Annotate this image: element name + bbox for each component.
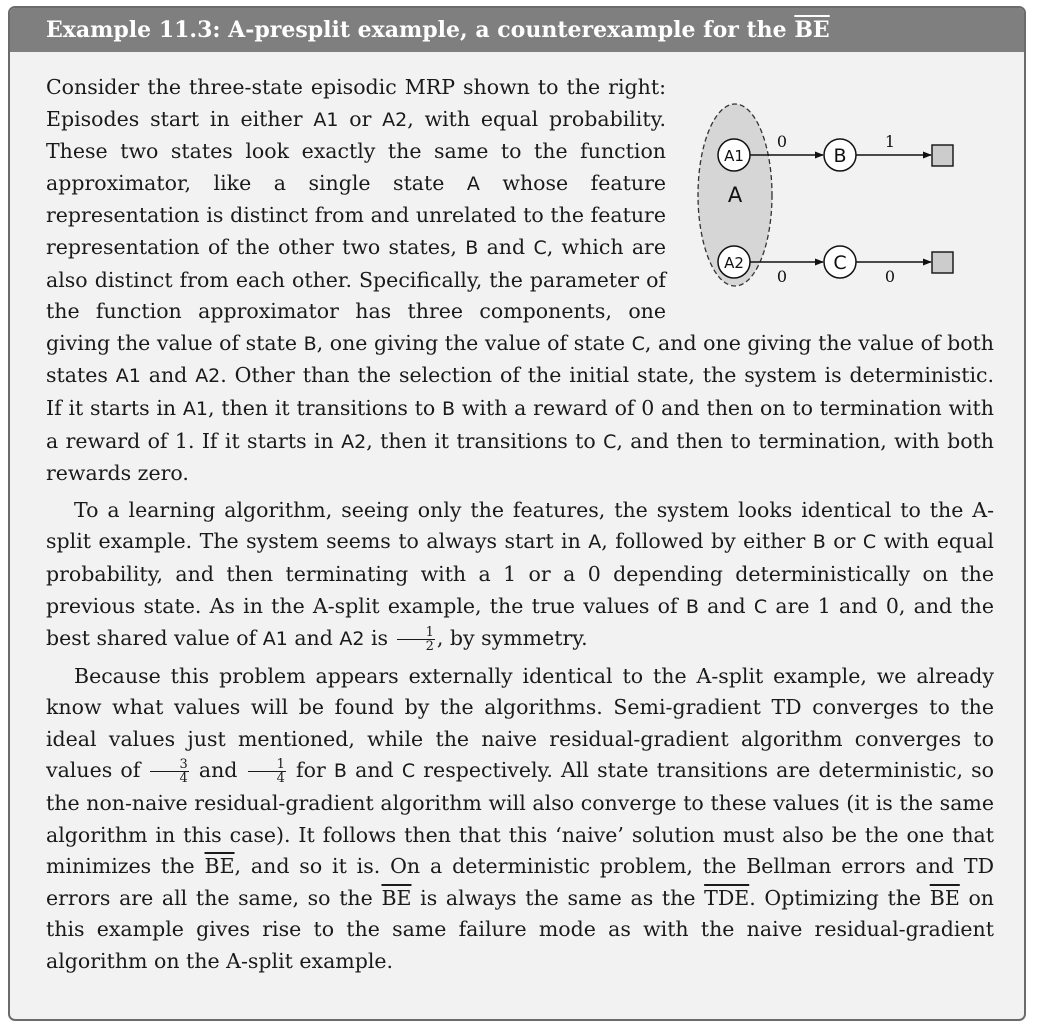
fraction-numerator: 3 bbox=[150, 758, 188, 772]
fraction-numerator: 1 bbox=[248, 758, 286, 772]
mrp-diagram bbox=[678, 72, 994, 310]
text-run: for bbox=[287, 758, 334, 783]
text-run: . Other than the selection of the initial state, the system is deterministic. If it starts in bbox=[46, 363, 995, 420]
text-run: or bbox=[338, 106, 383, 131]
text-run: is always the same as the bbox=[411, 885, 705, 910]
state-ref: A1 bbox=[262, 628, 288, 651]
mrp-figure bbox=[678, 72, 994, 310]
state-ref: C bbox=[533, 236, 547, 259]
text-run: , one giving the value of state bbox=[316, 330, 632, 355]
state-ref: A2 bbox=[339, 628, 365, 651]
state-ref: A1 bbox=[115, 365, 141, 388]
text-run: , followed by either bbox=[601, 529, 813, 554]
fraction-denominator: 2 bbox=[425, 639, 434, 655]
text-run: with a reward of 0 and then on to termination with a reward of 1. If it starts in bbox=[46, 395, 994, 453]
state-ref: C bbox=[753, 595, 768, 618]
state-ref: B bbox=[465, 236, 479, 259]
text-run: on this example gives rise to the same failure mode as with the naive residual-gradient algorithm on the A-split example. bbox=[46, 885, 995, 974]
text-run: , then it transitions to bbox=[208, 395, 443, 420]
text-run: , and one giving the value of both states bbox=[46, 330, 994, 388]
state-c-label: C bbox=[833, 252, 847, 274]
fraction-three-quarters bbox=[150, 758, 188, 785]
text-run: are 1 and 0, and the best shared value of bbox=[46, 593, 994, 651]
text-run: whose feature representation is distinct from and unrelated to the feature representation of the other two states, bbox=[46, 170, 666, 259]
state-a2-label: A2 bbox=[724, 254, 744, 272]
text-run: , and so it is. On a deterministic problem, the Bellman errors and TD errors are all the same, so the bbox=[46, 854, 995, 910]
be-overline: $\overline{BE}$ bbox=[381, 885, 412, 910]
fraction-denominator: 4 bbox=[276, 771, 285, 787]
text-run: and bbox=[478, 234, 534, 259]
state-ref: B bbox=[812, 531, 826, 554]
state-ref: A2 bbox=[195, 365, 221, 388]
fraction-denominator: 4 bbox=[179, 771, 188, 787]
text-run: and bbox=[698, 593, 754, 618]
state-ref: A bbox=[466, 172, 480, 195]
reward-a2-c: 0 bbox=[776, 267, 788, 286]
text-run: is bbox=[364, 626, 395, 651]
state-ref: B bbox=[442, 397, 456, 420]
terminal-b bbox=[932, 145, 953, 166]
text-run: or bbox=[825, 529, 863, 554]
text-run: , then it transitions to bbox=[366, 428, 604, 453]
text-run: , which are also distinct from each other. Specifically, the parameter of the function approximator has three components, one giving the value of state bbox=[46, 234, 666, 355]
tde-overline: $\overline{TDE}$ bbox=[704, 885, 750, 910]
text-run: Consider the three-state episodic MRP shown to the right: Episodes start in either bbox=[46, 75, 666, 131]
paragraph-3 bbox=[46, 661, 994, 978]
example-box bbox=[8, 6, 1026, 1021]
state-ref: C bbox=[862, 531, 877, 554]
text-run: with equal probability, and then terminating with a 1 or a 0 depending deterministically on the previous state. As in the A-split example, the true values of bbox=[46, 529, 994, 618]
state-ref: C bbox=[631, 332, 645, 355]
state-ref: A1 bbox=[182, 397, 209, 420]
reward-c-term: 0 bbox=[884, 267, 896, 286]
title-text: Example 11.3: A-presplit example, a counterexample for the bbox=[46, 17, 795, 43]
fraction-one-quarter bbox=[248, 758, 286, 785]
reward-a1-b: 0 bbox=[776, 132, 788, 151]
text-run: Because this problem appears externally identical to the A-split example, we already know what values will be found by the algorithms. Semi-gradient TD converges to the ideal values just mentioned, while the naive residual-gradient algorithm converges to values of bbox=[46, 663, 994, 783]
text-run: and bbox=[346, 758, 402, 783]
state-ref: C bbox=[401, 760, 416, 783]
state-ref: A bbox=[588, 531, 602, 554]
state-ref: B bbox=[333, 760, 347, 783]
state-ref: A1 bbox=[313, 108, 339, 131]
terminal-c bbox=[932, 252, 953, 273]
fraction-half bbox=[397, 626, 435, 653]
text-run: , with equal probability. These two states look exactly the same to the function approximator, like a single state bbox=[46, 106, 666, 195]
state-a1-label: A1 bbox=[724, 147, 744, 165]
state-ref: B bbox=[685, 595, 699, 618]
state-ref: C bbox=[603, 430, 617, 453]
title-be-overline: $\overline{BE}$ bbox=[794, 17, 830, 43]
text-run: and bbox=[287, 626, 340, 651]
state-ref: A2 bbox=[341, 430, 367, 453]
be-overline: $\overline{BE}$ bbox=[204, 854, 235, 879]
text-run: , and then to termination, with both rewards zero. bbox=[46, 428, 994, 486]
state-ref: A2 bbox=[382, 108, 408, 131]
fraction-numerator: 1 bbox=[397, 626, 435, 640]
reward-b-term: 1 bbox=[884, 132, 896, 151]
text-run: . Optimizing the bbox=[749, 885, 930, 910]
state-b-label: B bbox=[833, 145, 847, 167]
text-run: respectively. All state transitions are deterministic, so the non-naive residual-gradient algorithm will also converge to these values (it is the same algorithm in this case). It follows then that this ‘naive’ solution must also be the one that minimizes the bbox=[46, 758, 994, 879]
text-run: To a learning algorithm, seeing only the features, the system looks identical to the A-split example. The system seems to always start in bbox=[46, 497, 994, 554]
example-title bbox=[10, 8, 1024, 52]
text-run: and bbox=[140, 363, 196, 388]
group-label: A bbox=[727, 183, 743, 207]
state-ref: B bbox=[303, 332, 317, 355]
be-overline: $\overline{BE}$ bbox=[929, 885, 960, 910]
text-run: , by symmetry. bbox=[436, 626, 588, 651]
text-run: and bbox=[190, 758, 246, 783]
paragraph-2 bbox=[46, 495, 994, 656]
example-content bbox=[46, 72, 994, 983]
